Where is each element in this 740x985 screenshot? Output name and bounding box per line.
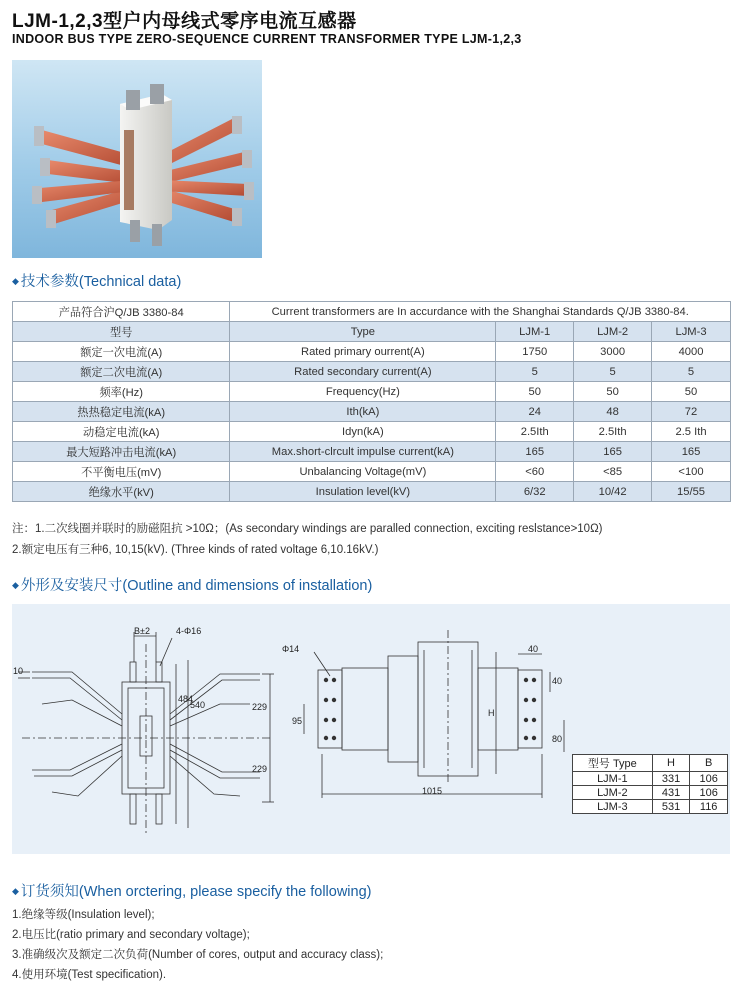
table-row [13, 422, 731, 442]
table-cell: 106 [690, 772, 728, 786]
table-cell: 2.5Ith [574, 422, 652, 442]
table-row [13, 342, 731, 362]
table-cell: 50 [652, 382, 731, 402]
table-row [13, 362, 731, 382]
dim-label: 80 [552, 734, 563, 744]
table-cell: 动稳定电流(kA) [13, 422, 230, 442]
table-cell: 最大短路冲击电流(kA) [13, 442, 230, 462]
page-title: LJM-1,2,3型户内母线式零序电流互感器 [12, 11, 357, 32]
table-cell: 10/42 [574, 482, 652, 502]
table-cell: 165 [652, 442, 731, 462]
table-cell: 116 [690, 800, 728, 814]
table-cell: <100 [652, 462, 731, 482]
table-row [13, 382, 731, 402]
table-row [573, 772, 728, 786]
note-line: 2.额定电压有三种6, 10,15(kV). (Three kinds of rated voltage 6,10.16kV.) [12, 544, 379, 556]
table-row [13, 302, 731, 322]
dim-label: 4-Φ16 [176, 626, 202, 636]
list-item: 1.绝缘等级(Insulation level); [12, 909, 155, 921]
table-cell: 106 [690, 786, 728, 800]
table-cell: Max.short-clrcult impulse current(kA) [230, 442, 496, 462]
table-cell: 不平衡电压(mV) [13, 462, 230, 482]
bullet-diamond-icon: ◆ [12, 580, 19, 590]
table-cell: Rated secondary current(A) [230, 362, 496, 382]
table-cell: Rated primary ourrent(A) [230, 342, 496, 362]
table-cell: Current transformers are In accurdance with the Shanghai Standards Q/JB 3380-84. [230, 302, 731, 322]
dim-label: 10 [13, 666, 24, 676]
table-cell: 48 [574, 402, 652, 422]
table-cell: Insulation level(kV) [230, 482, 496, 502]
table-cell: 50 [574, 382, 652, 402]
table-cell: 2.5 Ith [652, 422, 731, 442]
table-cell: 产品符合沪Q/JB 3380-84 [13, 302, 230, 322]
table-cell: Frequency(Hz) [230, 382, 496, 402]
dim-label: 40 [528, 644, 539, 654]
ordering-section-title [12, 880, 371, 901]
dim-label: H [488, 708, 495, 718]
table-row [13, 482, 731, 502]
table-cell: 额定一次电流(A) [13, 342, 230, 362]
table-cell: 1750 [496, 342, 574, 362]
bullet-diamond-icon: ◆ [12, 886, 19, 896]
table-header-cell: 型号 Type [573, 755, 653, 772]
dim-label: 229 [252, 764, 268, 774]
dim-label: 40 [552, 676, 563, 686]
list-item: 3.准确级次及额定二次负荷(Number of cores, output and accuracy class); [12, 949, 384, 961]
table-cell: LJM-3 [652, 322, 731, 342]
table-cell: Idyn(kA) [230, 422, 496, 442]
table-header-cell: H [652, 755, 690, 772]
table-cell: 绝缘水平(kV) [13, 482, 230, 502]
table-cell: 3000 [574, 342, 652, 362]
product-photo [12, 60, 262, 258]
dim-label: 1015 [422, 786, 443, 796]
table-cell: 431 [652, 786, 690, 800]
table-cell: Ith(kA) [230, 402, 496, 422]
table-cell: 165 [496, 442, 574, 462]
dim-label: 540 [190, 700, 206, 710]
table-cell: <60 [496, 462, 574, 482]
outline-section-label: 外形及安装尺寸(Outline and dimensions of installation) [20, 578, 373, 594]
table-cell: 热热稳定电流(kA) [13, 402, 230, 422]
dim-label: 95 [292, 716, 303, 726]
dim-label: B±2 [134, 626, 150, 636]
list-item: 4.使用环境(Test specification). [12, 969, 167, 981]
table-row [573, 755, 728, 772]
table-cell: 15/55 [652, 482, 731, 502]
table-cell: 72 [652, 402, 731, 422]
table-cell: LJM-1 [496, 322, 574, 342]
page-subtitle: INDOOR BUS TYPE ZERO-SEQUENCE CURRENT TRANSFORMER TYPE LJM-1,2,3 [12, 32, 522, 46]
technical-section-title [12, 270, 181, 291]
outline-section-title [12, 574, 372, 595]
table-cell: 165 [574, 442, 652, 462]
table-cell: Type [230, 322, 496, 342]
table-row [573, 786, 728, 800]
table-cell: Unbalancing Voltage(mV) [230, 462, 496, 482]
list-item: 2.电压比(ratio primary and secondary voltage); [12, 929, 250, 941]
table-row [13, 322, 731, 342]
outline-drawing [12, 604, 730, 854]
outline-drawing-panel [12, 604, 730, 854]
table-cell: 4000 [652, 342, 731, 362]
dim-label: 484 [178, 694, 194, 704]
table-cell: LJM-2 [573, 786, 653, 800]
table-header-cell: B [690, 755, 728, 772]
note-line: 注：1.二次线圈并联时的励磁阻抗 >10Ω；(As secondary windings are paralled connection, exciting reslstance>10Ω) [12, 523, 603, 535]
table-cell: LJM-3 [573, 800, 653, 814]
table-cell: 型号 [13, 322, 230, 342]
table-cell: 5 [652, 362, 731, 382]
table-cell: 额定二次电流(A) [13, 362, 230, 382]
table-cell: LJM-2 [574, 322, 652, 342]
table-cell: 频率(Hz) [13, 382, 230, 402]
technical-section-label: 技术参数(Technical data) [20, 274, 182, 290]
table-cell: LJM-1 [573, 772, 653, 786]
table-cell: 6/32 [496, 482, 574, 502]
dim-label: 229 [252, 702, 268, 712]
table-cell: 50 [496, 382, 574, 402]
table-cell: 24 [496, 402, 574, 422]
ordering-section-label: 订货须知(When orctering, please specify the following) [20, 884, 372, 900]
table-row [13, 462, 731, 482]
table-cell: 531 [652, 800, 690, 814]
dimension-table [572, 754, 728, 814]
technical-data-table [12, 301, 731, 502]
table-cell: 5 [574, 362, 652, 382]
table-cell: <85 [574, 462, 652, 482]
bullet-diamond-icon: ◆ [12, 276, 19, 286]
table-row [573, 800, 728, 814]
dim-label: Φ14 [282, 644, 300, 654]
table-cell: 2.5Ith [496, 422, 574, 442]
table-cell: 5 [496, 362, 574, 382]
table-row [13, 442, 731, 462]
table-cell: 331 [652, 772, 690, 786]
table-row [13, 402, 731, 422]
